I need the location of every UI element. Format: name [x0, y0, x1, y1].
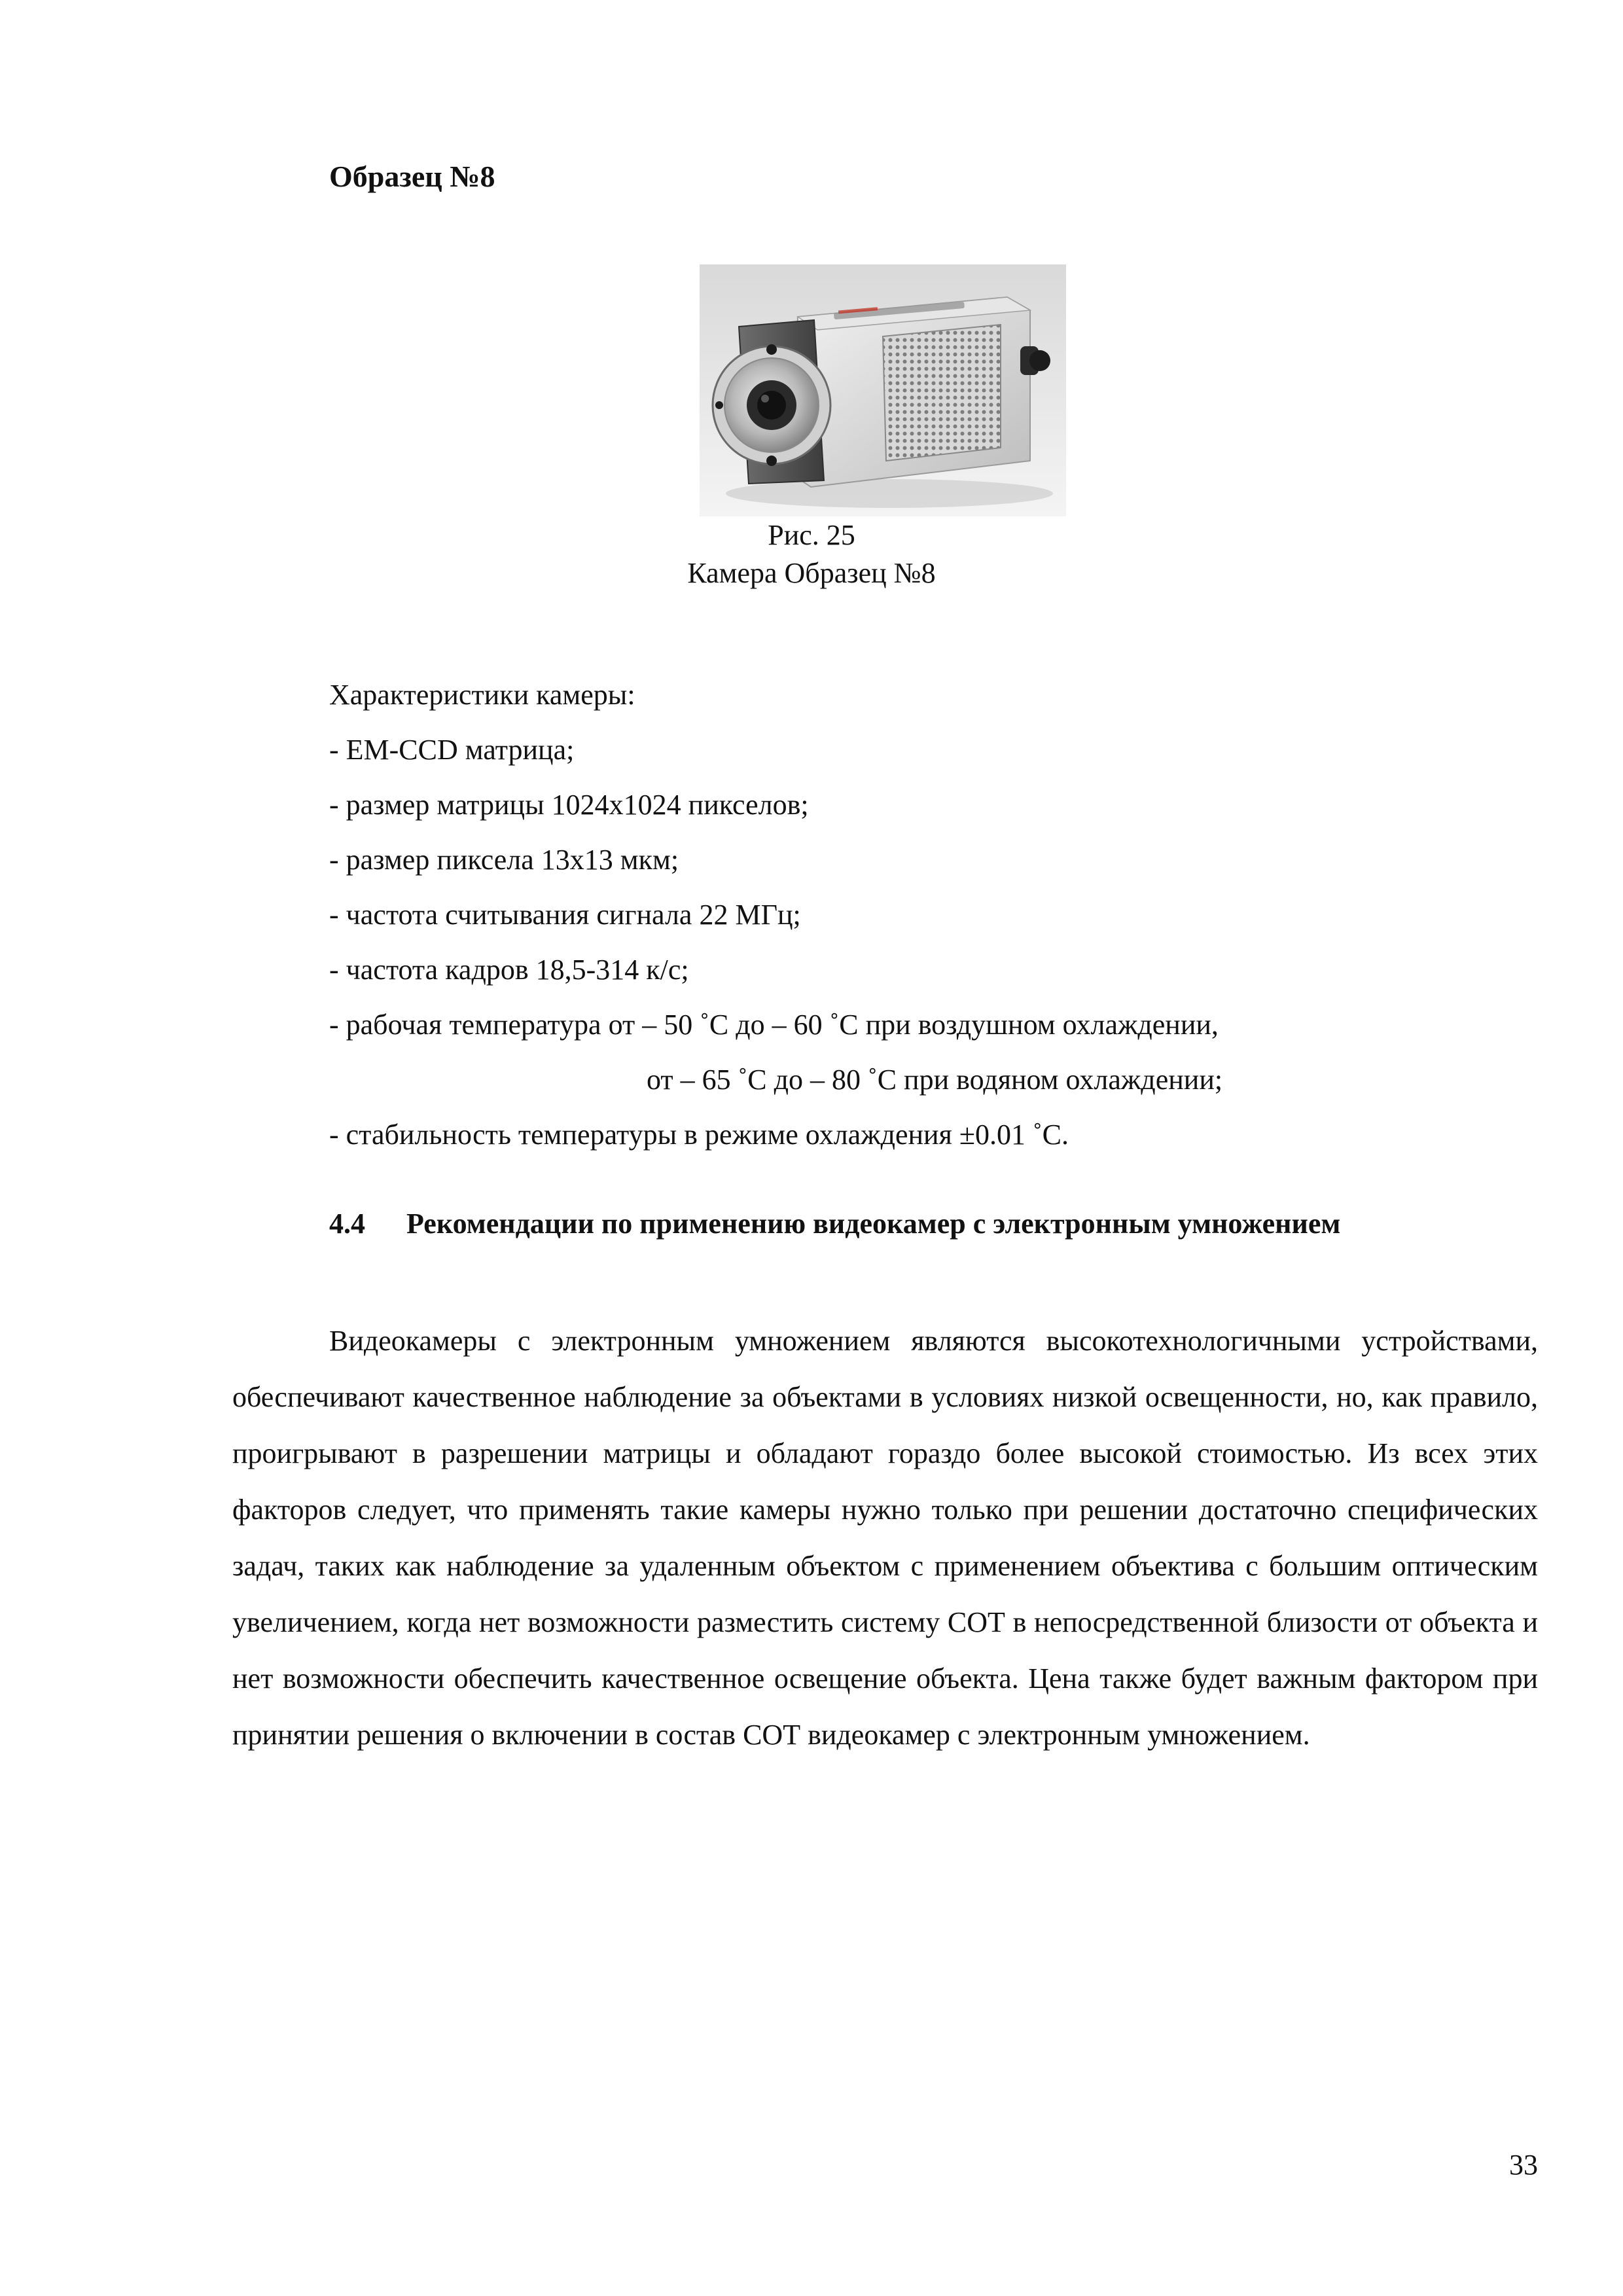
- page-number: 33: [1509, 2149, 1538, 2181]
- spec-item: - рабочая температура от – 50 ˚С до – 60 ˚С при воздушном охлаждении,: [329, 1009, 1219, 1041]
- spec-item-continuation: от – 65 ˚С до – 80 ˚С при водяном охлаждении;: [647, 1064, 1223, 1096]
- sample-heading: Образец №8: [329, 160, 495, 193]
- camera-specs: [329, 668, 1573, 1162]
- camera-figure: [700, 264, 1066, 516]
- spec-item: - размер пиксела 13x13 мкм;: [329, 844, 679, 876]
- section-title: Рекомендации по применению видеокамер с электронным умножением: [406, 1208, 1341, 1240]
- spec-item: - размер матрицы 1024x1024 пикселов;: [329, 789, 809, 821]
- section-number: 4.4: [329, 1208, 365, 1240]
- body-paragraph: Видеокамеры с электронным умножением являются высокотехнологичными устройствами, обеспечивают качественное наблюдение за объектами в условиях низкой освещенности, но, как правило, проигрывают в разрешении матрицы и обладают гораздо более высокой стоимостью. Из всех этих факторов следует, что применять такие камеры нужно только при решении достаточно специфических задач, таких как наблюдение за удаленным объектом с применением объектива с большим оптическим увеличением, когда нет возможности разместить систему СОТ в непосредственной близости от объекта и нет возможности обеспечить качественное освещение объекта. Цена также будет важным фактором при принятии решения о включении в состав СОТ видеокамер с электронным умножением.: [232, 1325, 1538, 1751]
- specs-heading: Характеристики камеры:: [329, 679, 635, 711]
- section-heading: [329, 1204, 1340, 1244]
- figure-caption: Камера Образец №8: [687, 557, 936, 589]
- figure-number: Рис. 25: [768, 519, 855, 551]
- spec-item: - частота кадров 18,5-314 к/с;: [329, 954, 689, 986]
- em-ccd-camera-photo: [700, 264, 1066, 516]
- spec-item: - EM-CCD матрица;: [329, 734, 575, 766]
- spec-item: - частота считывания сигнала 22 МГц;: [329, 899, 801, 931]
- spec-item: - стабильность температуры в режиме охлаждения ±0.01 ˚С.: [329, 1119, 1069, 1151]
